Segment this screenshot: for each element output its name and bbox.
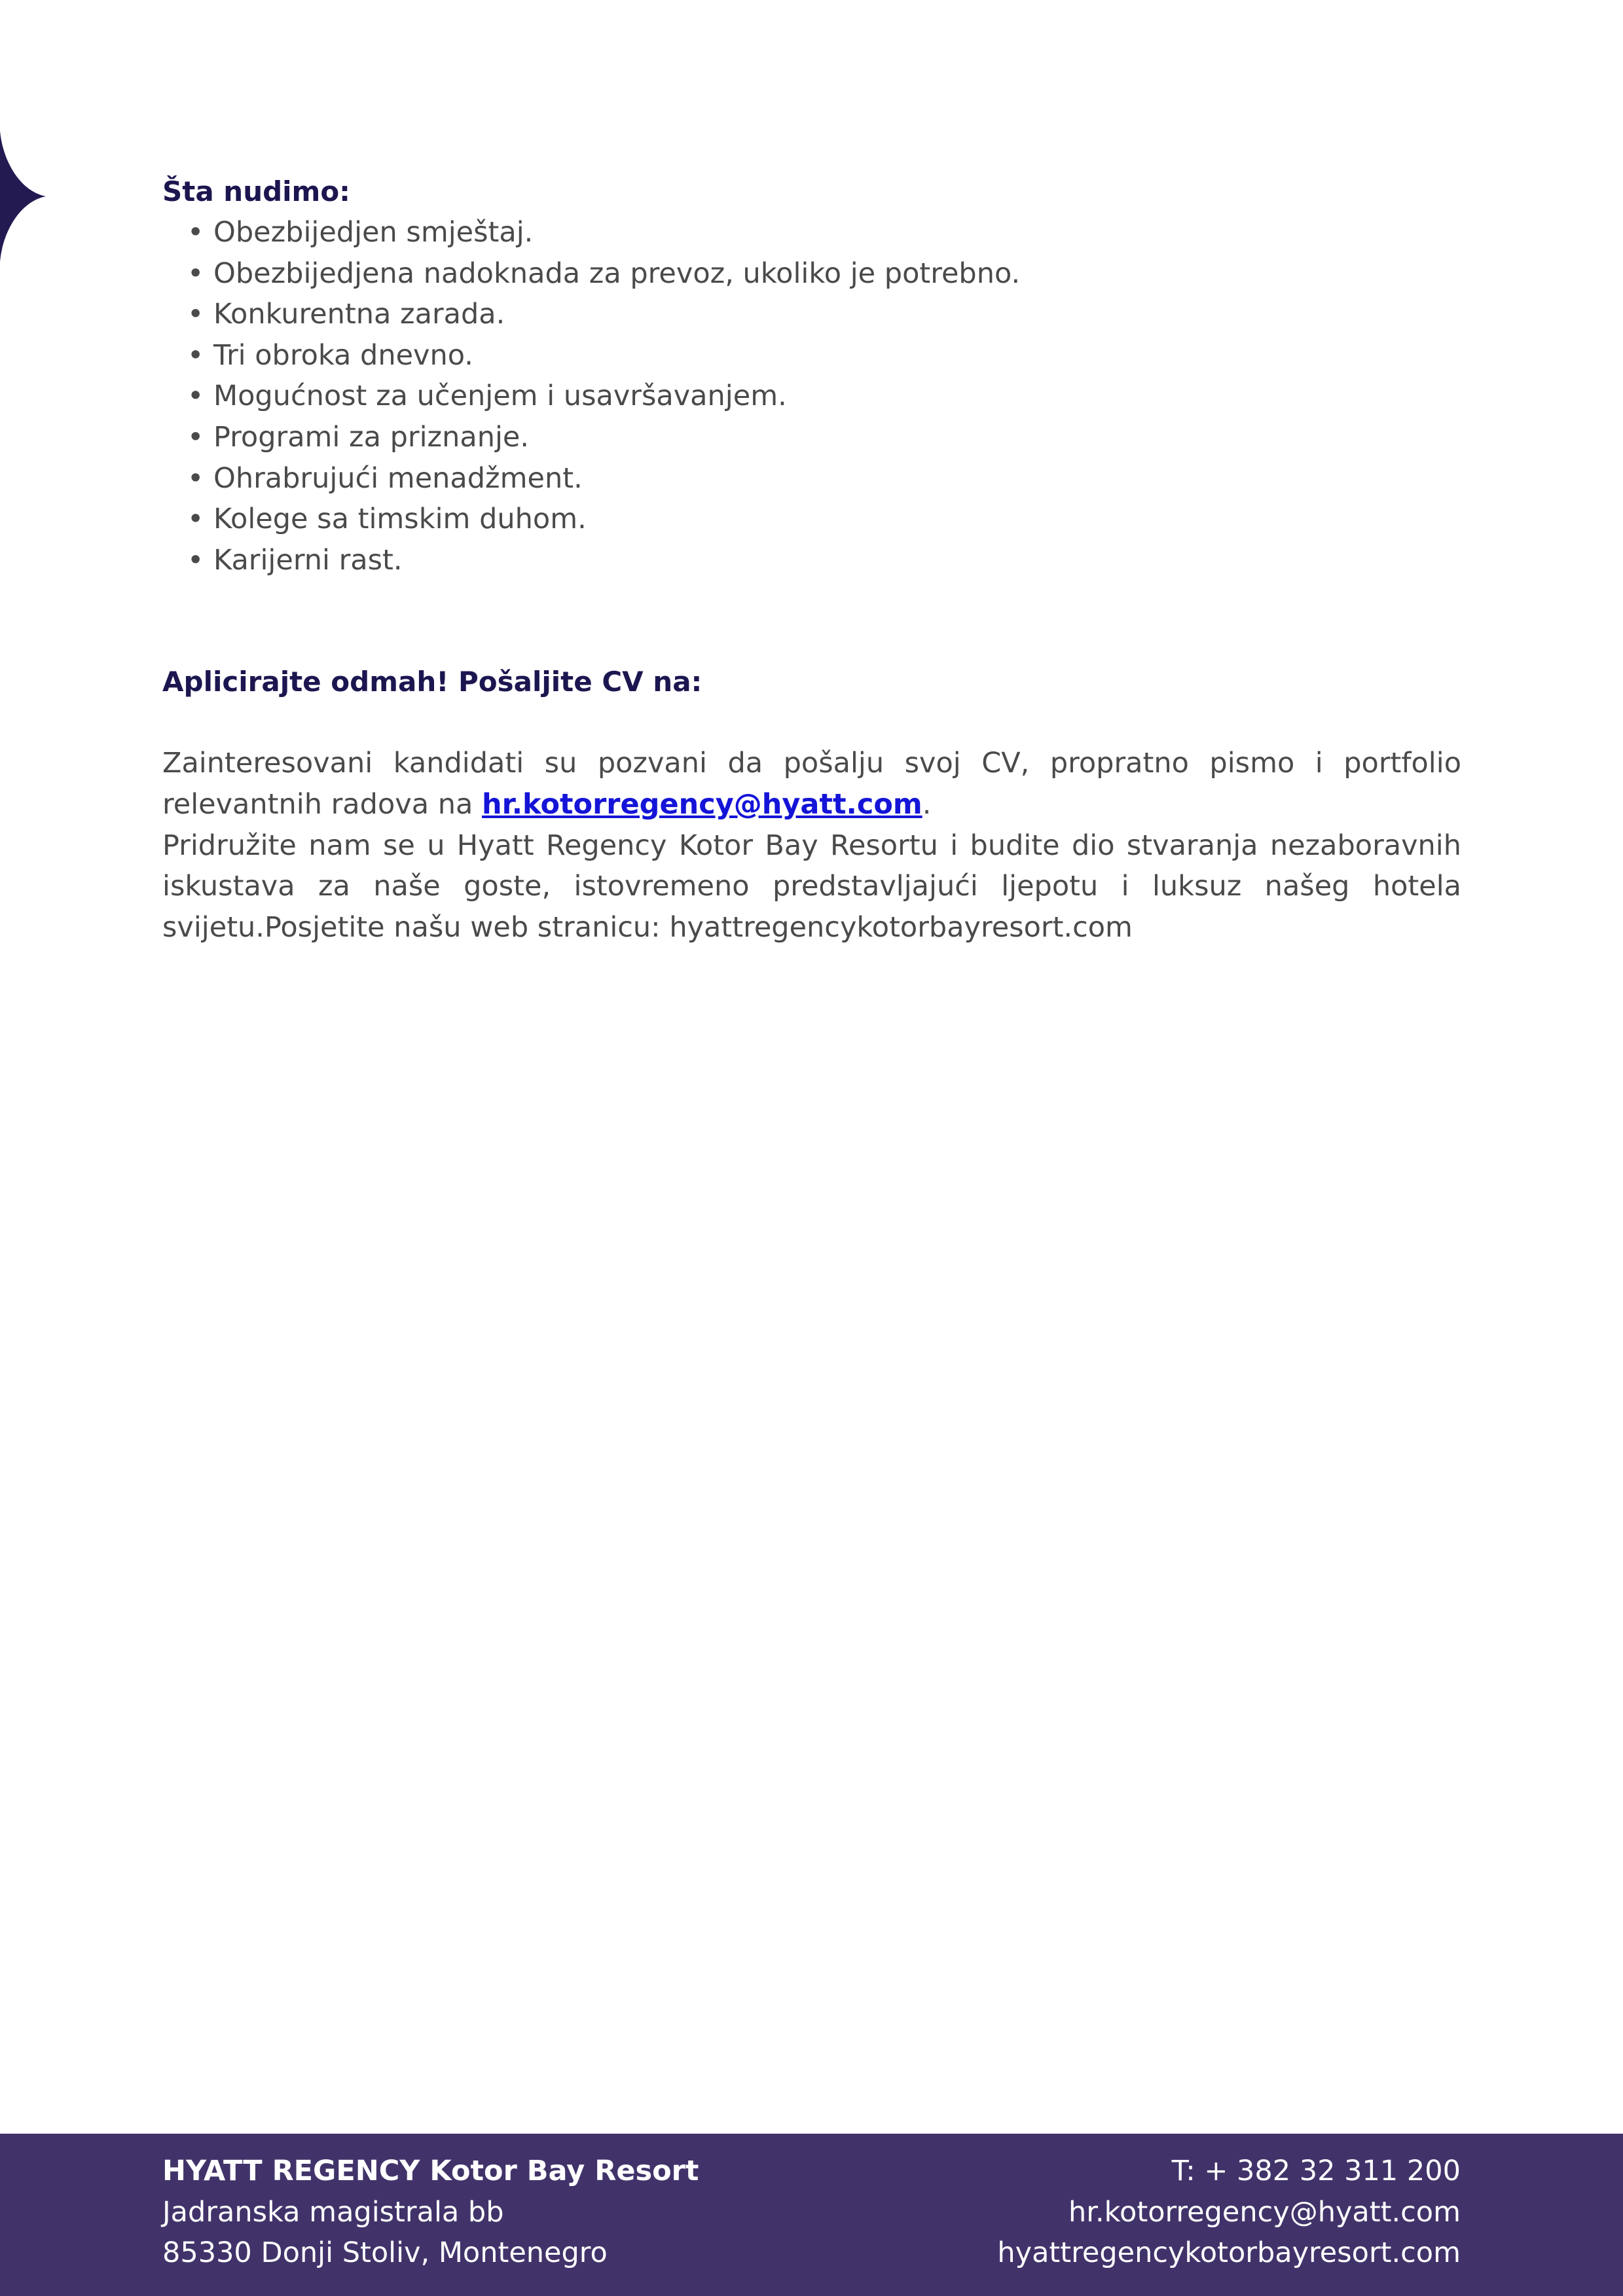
list-item [162,335,1461,376]
list-item-text: Konkurentna zarada. [213,298,505,331]
email-link[interactable]: hr.kotorregency@hyatt.com [482,787,922,821]
apply-heading: Aplicirajte odmah! Pošaljite CV na: [162,666,702,698]
list-item [162,458,1461,499]
list-item [162,417,1461,458]
bullet-icon: • [187,503,204,536]
list-item-text: Tri obroka dnevno. [213,338,473,372]
list-item [162,294,1461,335]
page-footer [0,2134,1623,2296]
list-item [162,540,1461,581]
footer-company-name: HYATT REGENCY Kotor Bay Resort [162,2155,699,2187]
list-item [162,253,1461,295]
bullet-icon: • [187,298,204,331]
footer-phone: T: + 382 32 311 200 [1171,2155,1461,2187]
list-item [162,376,1461,417]
list-item-text: Programi za priznanje. [213,420,530,454]
list-item [162,499,1461,540]
list-item-text: Kolege sa timskim duhom. [213,503,587,536]
bullet-icon: • [187,543,204,577]
list-item-text: Ohrabrujući menadžment. [213,461,583,495]
list-item [162,212,1461,253]
apply-paragraph-text: Zainteresovani kandidati su pozvani da pošalju svoj CV, propratno pismo i portfolio relevantnih radova na [162,747,1461,821]
footer-email: hr.kotorregency@hyatt.com [1068,2195,1461,2229]
list-item-text: Obezbijedjena nadoknada za prevoz, ukoliko je potrebno. [213,257,1021,290]
offers-heading: Šta nudimo: [162,175,350,207]
offers-list [162,212,1461,581]
list-item-text: Mogućnost za učenjem i usavršavanjem. [213,380,787,413]
bullet-icon: • [187,257,204,290]
bullet-icon: • [187,461,204,495]
list-item-text: Karijerni rast. [213,543,403,577]
footer-website: hyattregencykotorbayresort.com [997,2236,1461,2270]
list-item-text: Obezbijedjen smještaj. [213,216,534,249]
footer-contact-block [997,2151,1461,2274]
bullet-icon: • [187,338,204,372]
decorative-star-shape [0,131,52,262]
main-content [162,171,1461,948]
bullet-icon: • [187,380,204,413]
bullet-icon: • [187,216,204,249]
footer-address-line2: 85330 Donji Stoliv, Montenegro [162,2236,608,2270]
footer-address-line1: Jadranska magistrala bb [162,2195,504,2229]
footer-address-block [162,2151,699,2274]
apply-paragraph-join: Pridružite nam se u Hyatt Regency Kotor Bay Resortu i budite dio stvaranja nezaboravnih iskustava za naše goste, istovremeno predstavljajući ljepotu i luksuz našeg hotela svijetu.Posjetite našu web stranicu: hyattregencykotorbayresort.com [162,829,1461,944]
apply-paragraph-invitation [162,743,1461,825]
apply-paragraph-end: . [922,787,932,821]
bullet-icon: • [187,420,204,454]
